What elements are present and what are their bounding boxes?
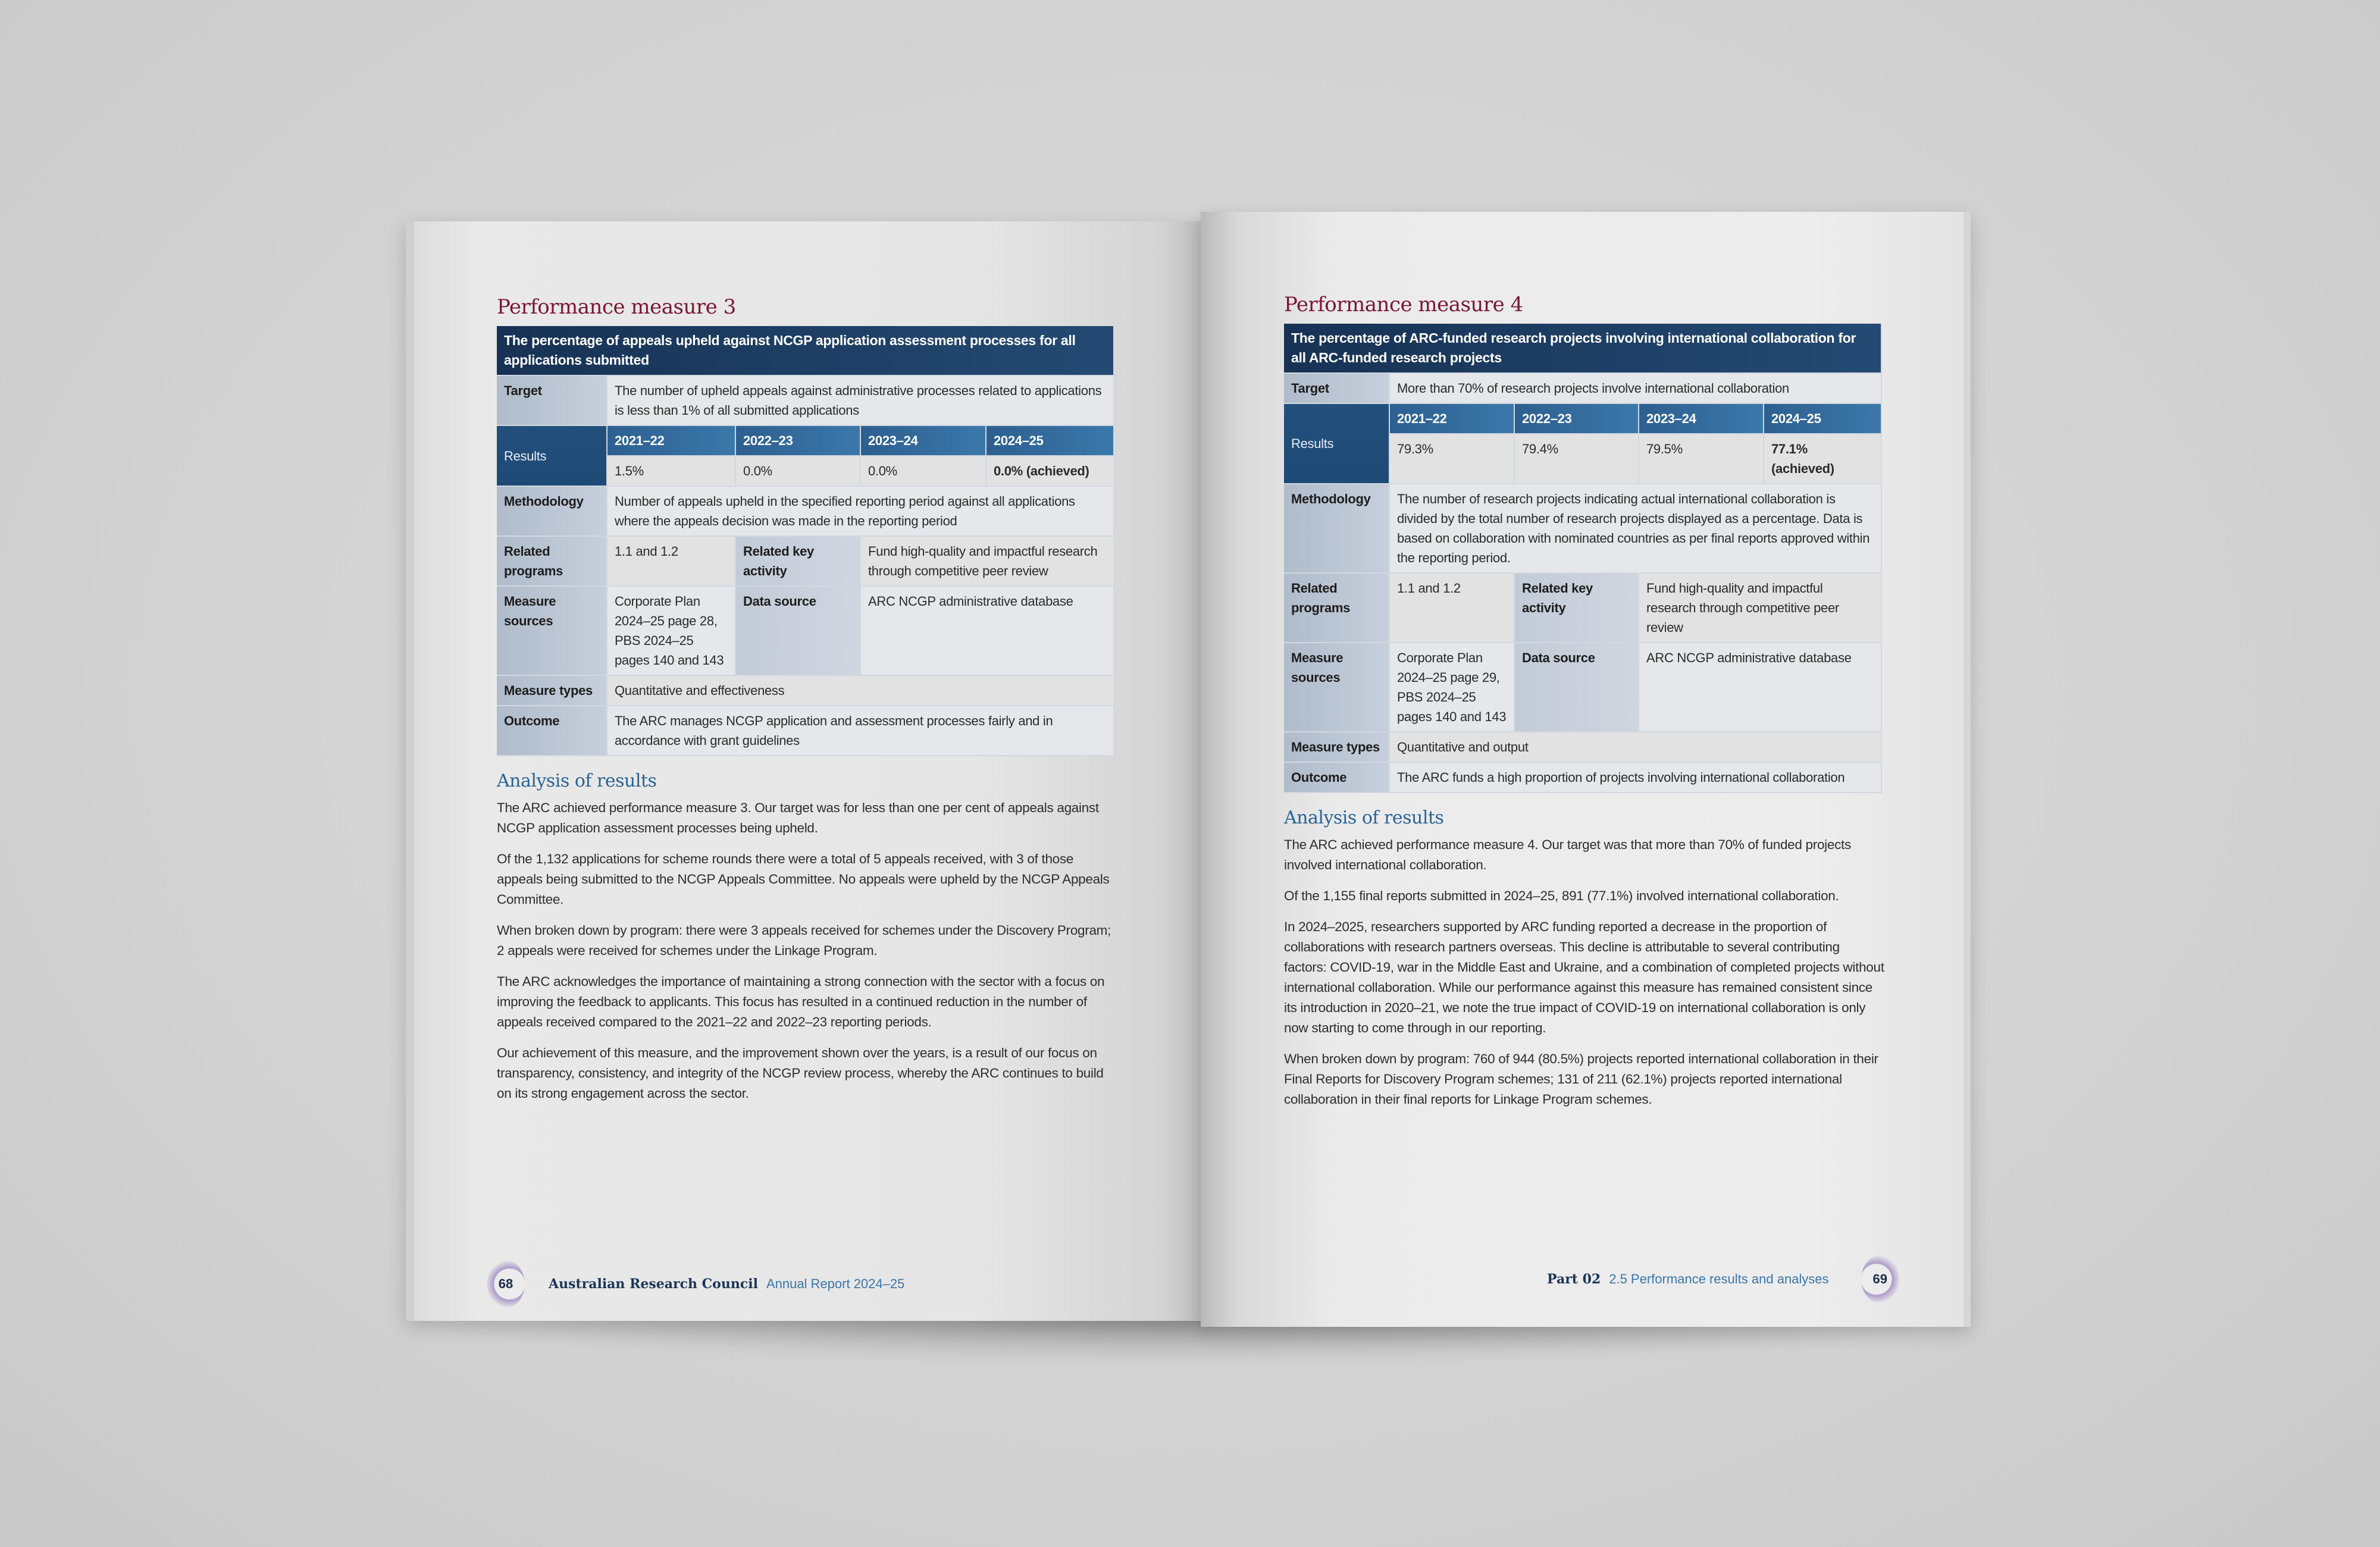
paragraph: In 2024–2025, researchers supported by ARC funding reported a decrease in the proportion of collaborations with research partners overseas. This decline is attributable to several contributing factors: COVID-19, war in the Middle East and Ukraine, and a combination of completed projects without international collaboration. While our performance against this measure has remained consistent since its introduction in 2020–21, we note the true impact of COVID-19 on international collaboration is only now starting to come through in our reporting. [1284, 919, 1884, 1035]
table-header: The percentage of appeals upheld against NCGP application assessment processes for all applications submitted [497, 326, 1114, 376]
footer-part: Part 02 [1547, 1272, 1601, 1287]
paragraph: Our achievement of this measure, and the improvement shown over the years, is a result of our focus on transparency, consistency, and integrity of the NCGP review process, whereby the ARC continues to build on its strong engagement across the sector. [497, 1045, 1104, 1101]
target-label: Target [497, 376, 607, 426]
result-value: 79.5% [1639, 434, 1764, 484]
related-programs-value: 1.1 and 1.2 [607, 537, 736, 587]
target-value: More than 70% of research projects involve international collaboration [1390, 374, 1882, 404]
analysis-heading: Analysis of results [1284, 807, 1444, 828]
results-label: Results [497, 426, 607, 487]
outcome-value: The ARC funds a high proportion of projects involving international collaboration [1390, 763, 1882, 793]
year-header: 2022–23 [1515, 404, 1639, 434]
related-programs-value: 1.1 and 1.2 [1390, 574, 1515, 643]
data-source-value: ARC NCGP administrative database [1639, 643, 1882, 732]
measure-sources-label: Measure sources [497, 587, 607, 676]
result-value: 0.0% [736, 456, 861, 487]
data-source-label: Data source [1515, 643, 1639, 732]
year-header: 2024–25 [987, 426, 1114, 456]
paragraph: The ARC achieved performance measure 3. Our target was for less than one per cent of appeals against NCGP application assessment processes being upheld. [497, 800, 1099, 835]
methodology-label: Methodology [1284, 484, 1390, 574]
related-programs-label: Related programs [497, 537, 607, 587]
outcome-label: Outcome [1284, 763, 1390, 793]
page-title: Performance measure 4 [1284, 293, 1523, 317]
analysis-body [497, 798, 1119, 1114]
measure-types-value: Quantitative and effectiveness [607, 676, 1114, 706]
result-value: 0.0% [861, 456, 987, 487]
left-content [497, 294, 1119, 1114]
year-header: 2022–23 [736, 426, 861, 456]
outcome-value: The ARC manages NCGP application and assessment processes fairly and in accordance with grant guidelines [607, 706, 1114, 756]
measure-sources-value: Corporate Plan 2024–25 page 28, PBS 2024–25 pages 140 and 143 [607, 587, 736, 676]
related-programs-label: Related programs [1284, 574, 1390, 643]
footer-org: Australian Research Council [549, 1276, 758, 1292]
measure-types-label: Measure types [1284, 732, 1390, 763]
result-value: 0.0% (achieved) [987, 456, 1114, 487]
outcome-label: Outcome [497, 706, 607, 756]
methodology-value: The number of research projects indicating actual international collaboration is divided by the total number of research projects displayed as a percentage. Data is based on collaboration with nominated countries as per final reports approved within the reporting period. [1390, 484, 1882, 574]
table-header: The percentage of ARC-funded research projects involving international collaboration for all ARC-funded research projects [1284, 324, 1882, 374]
measure-table [1284, 324, 1882, 793]
paragraph: When broken down by program: there were 3 appeals received for schemes under the Discovery Program; 2 appeals were received for schemes under the Linkage Program. [497, 923, 1111, 958]
data-source-label: Data source [736, 587, 861, 676]
paragraph: When broken down by program: 760 of 944 (80.5%) projects reported international collaboration in their Final Reports for Discovery Program schemes; 131 of 211 (62.1%) projects reported international collaboration in their final reports for Linkage Program schemes. [1284, 1051, 1878, 1107]
analysis-body [1284, 835, 1885, 1120]
target-value: The number of upheld appeals against administrative processes related to applications is less than 1% of all submitted applications [607, 376, 1114, 426]
target-label: Target [1284, 374, 1390, 404]
paragraph: Of the 1,132 applications for scheme rounds there were a total of 5 appeals received, with 3 of those appeals being submitted to the NCGP Appeals Committee. No appeals were upheld by the NCGP Appeals Committee. [497, 851, 1110, 907]
footer-left [487, 1260, 904, 1308]
footer-right [1547, 1255, 1899, 1303]
measure-table [497, 326, 1114, 756]
measure-types-value: Quantitative and output [1390, 732, 1882, 763]
page-title: Performance measure 3 [497, 295, 736, 319]
page-number: 68 [487, 1260, 525, 1308]
measure-sources-value: Corporate Plan 2024–25 page 29, PBS 2024–25 pages 140 and 143 [1390, 643, 1515, 732]
year-header: 2023–24 [1639, 404, 1764, 434]
result-value: 79.3% [1390, 434, 1515, 484]
related-activity-value: Fund high-quality and impactful research through competitive peer review [1639, 574, 1882, 643]
paragraph: Of the 1,155 final reports submitted in 2024–25, 891 (77.1%) involved international collaboration. [1284, 888, 1839, 903]
methodology-value: Number of appeals upheld in the specified reporting period against all applications where the appeals decision was made in the reporting period [607, 487, 1114, 537]
result-value: 1.5% [607, 456, 736, 487]
analysis-heading: Analysis of results [497, 771, 657, 791]
related-activity-value: Fund high-quality and impactful research through competitive peer review [861, 537, 1114, 587]
results-label: Results [1284, 404, 1390, 484]
related-activity-label: Related key activity [1515, 574, 1639, 643]
footer-report: Annual Report 2024–25 [766, 1276, 905, 1291]
footer-section: 2.5 Performance results and analyses [1609, 1272, 1829, 1286]
year-header: 2023–24 [861, 426, 987, 456]
page-number-ring [1861, 1255, 1899, 1303]
year-header: 2021–22 [607, 426, 736, 456]
result-value: 79.4% [1515, 434, 1639, 484]
related-activity-label: Related key activity [736, 537, 861, 587]
year-header: 2024–25 [1764, 404, 1882, 434]
result-value: 77.1% (achieved) [1764, 434, 1882, 484]
paragraph: The ARC achieved performance measure 4. Our target was that more than 70% of funded projects involved international collaboration. [1284, 837, 1851, 872]
methodology-label: Methodology [497, 487, 607, 537]
year-header: 2021–22 [1390, 404, 1515, 434]
data-source-value: ARC NCGP administrative database [861, 587, 1114, 676]
right-content [1284, 292, 1885, 1120]
measure-types-label: Measure types [497, 676, 607, 706]
page-number: 69 [1872, 1272, 1887, 1286]
measure-sources-label: Measure sources [1284, 643, 1390, 732]
paragraph: The ARC acknowledges the importance of maintaining a strong connection with the sector with a focus on improving the feedback to applicants. This focus has resulted in a continued reduction in the number of appeals received compared to the 2021–22 and 2022–23 reporting periods. [497, 974, 1105, 1029]
